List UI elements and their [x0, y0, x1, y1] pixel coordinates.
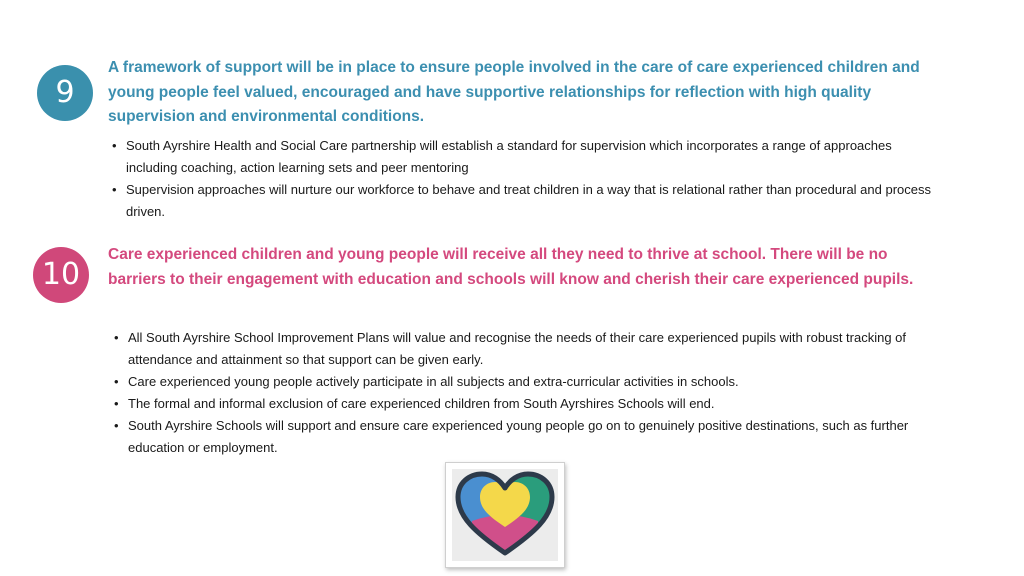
bullet-item: • Supervision approaches will nurture our workforce to behave and treat children in a way that is relational rather than procedural and process driven.: [110, 179, 940, 223]
bullet-list: [112, 327, 942, 459]
heart-logo-icon: [452, 469, 558, 561]
bullet-item: • Care experienced young people actively participate in all subjects and extra-curricular activities in schools.: [112, 371, 942, 393]
section-number-badge: 10: [33, 247, 89, 303]
section-number-badge: 9: [37, 65, 93, 121]
section-heading: A framework of support will be in place to ensure people involved in the care of care experienced children and young people feel valued, encouraged and have supportive relationships for reflection with high quality supervision and environmental conditions.: [108, 59, 920, 125]
bullet-item: • South Ayrshire Schools will support and ensure care experienced young people go on to genuinely positive destinations, such as further education or employment.: [112, 415, 942, 459]
bullet-list: [110, 135, 940, 223]
bullet-item: • South Ayrshire Health and Social Care partnership will establish a standard for supervision which incorporates a range of approaches including coaching, action learning sets and peer mentoring: [110, 135, 940, 179]
logo-image-frame: [445, 462, 565, 568]
section-heading: Care experienced children and young people will receive all they need to thrive at school. There will be no barriers to their engagement with education and schools will know and cherish their care experienced pupils.: [108, 246, 914, 288]
bullet-item: • The formal and informal exclusion of care experienced children from South Ayrshires Schools will end.: [112, 393, 942, 415]
bullet-item: • All South Ayrshire School Improvement Plans will value and recognise the needs of their care experienced pupils with robust tracking of attendance and attainment so that support can be given early.: [112, 327, 942, 371]
